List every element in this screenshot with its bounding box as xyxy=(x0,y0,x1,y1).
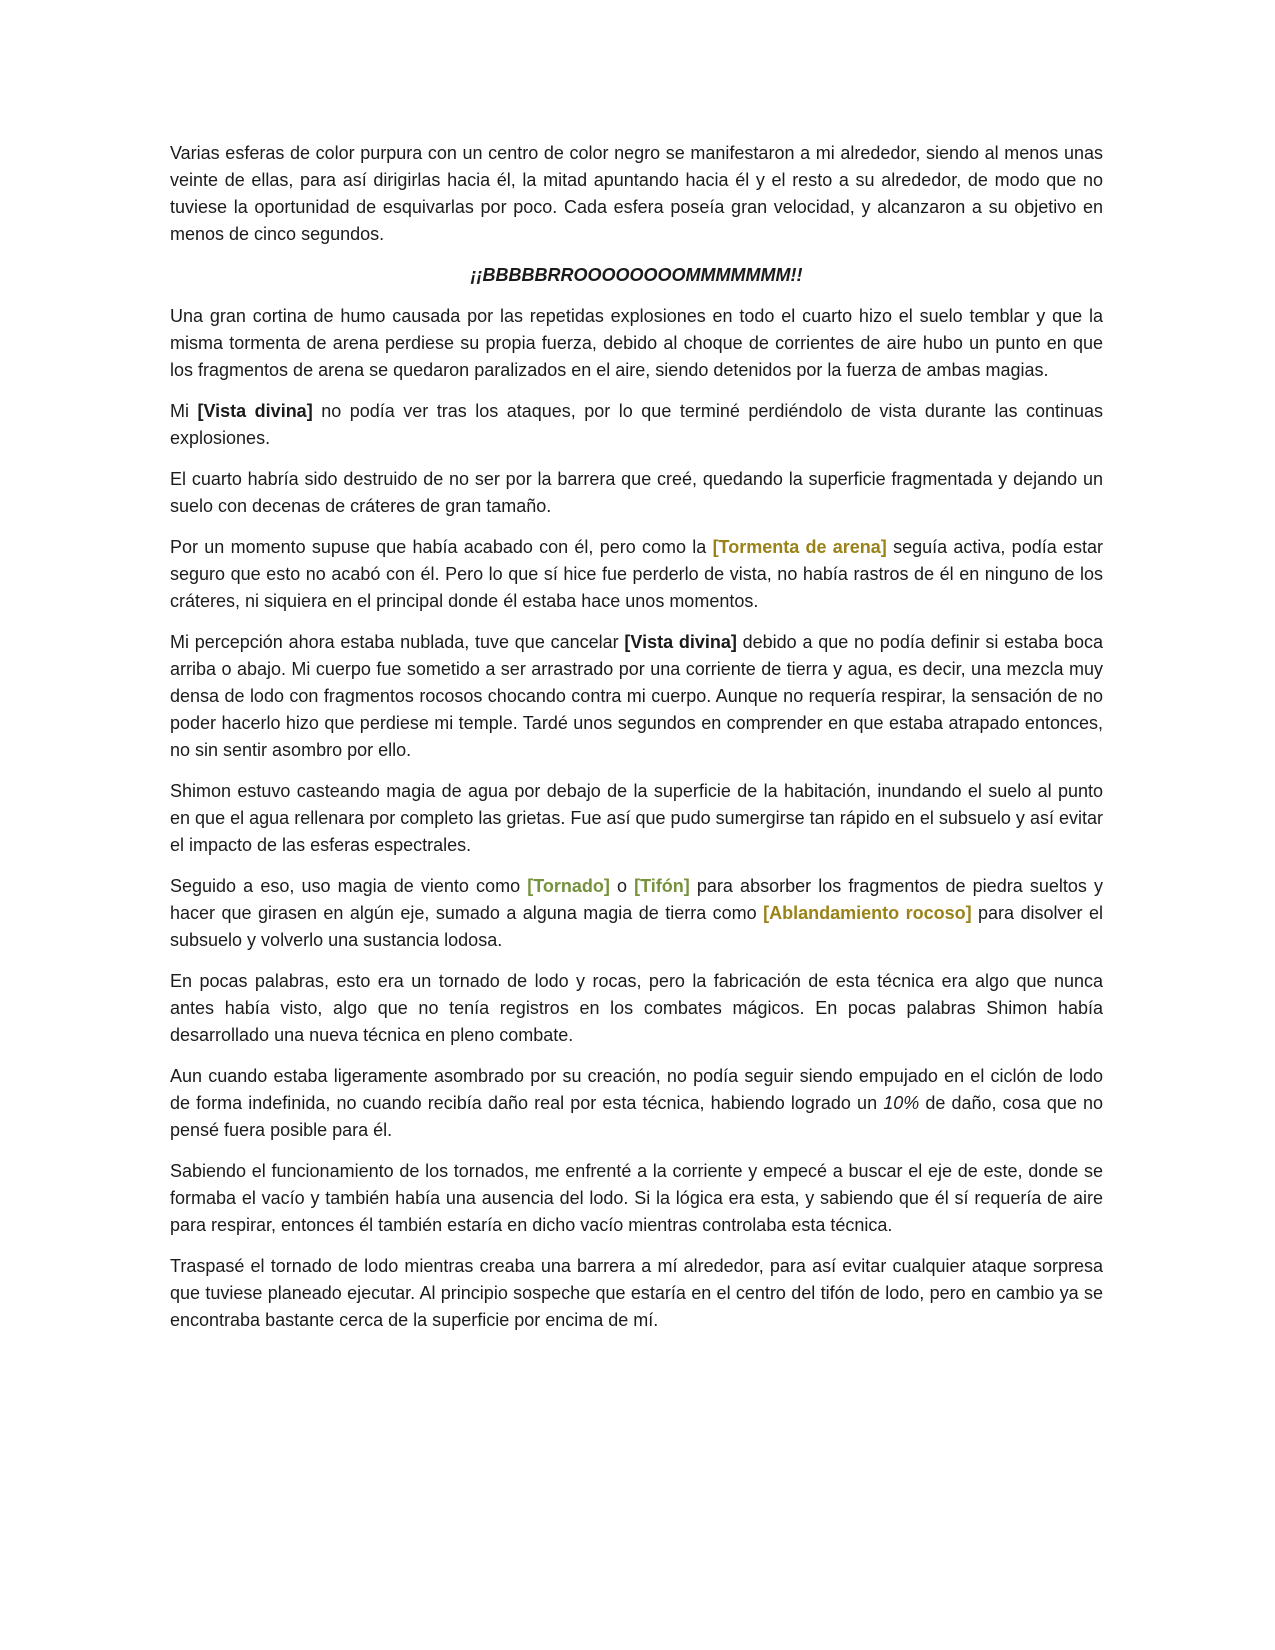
paragraph-7 xyxy=(170,629,1103,764)
text-run: El cuarto habría sido destruido de no ser por la barrera que creé, quedando la superficie fragmentada y dejando un suelo con decenas de cráteres de gran tamaño. xyxy=(170,469,1103,516)
text-run: Mi percepción ahora estaba nublada, tuve que cancelar xyxy=(170,632,625,652)
text-run: Mi xyxy=(170,401,198,421)
text-run: Por un momento supuse que había acabado con él, pero como la xyxy=(170,537,713,557)
text-run: Aun cuando estaba ligeramente asombrado por su creación, no podía seguir siendo empujado en el ciclón de lodo de forma indefinida, no cuando recibía daño real por esta técnica, habiendo logrado un xyxy=(170,1066,1103,1113)
text-run: Traspasé el tornado de lodo mientras creaba una barrera a mí alrededor, para así evitar cualquier ataque sorpresa que tuviese planeado ejecutar. Al principio sospeche que estaría en el centro del tifón de lodo, pero en cambio ya se encontraba bastante cerca de la superficie por encima de mí. xyxy=(170,1256,1103,1330)
paragraph-10 xyxy=(170,968,1103,1049)
text-run: Seguido a eso, uso magia de viento como xyxy=(170,876,528,896)
paragraph-4 xyxy=(170,398,1103,452)
text-run: debido a que no podía definir si estaba boca arriba o abajo. Mi cuerpo fue sometido a ser arrastrado por una corriente de tierra y agua, es decir, una mezcla muy densa de lodo con fragmentos rocosos chocando contra mi cuerpo. Aunque no requería respirar, la sensación de no poder hacerlo hizo que perdiese mi temple. Tardé unos segundos en comprender en que estaba atrapado entonces, no sin sentir asombro por ello. xyxy=(170,632,1104,760)
text-run: Shimon estuvo casteando magia de agua por debajo de la superficie de la habitación, inundando el suelo al punto en que el agua rellenara por completo las grietas. Fue así que pudo sumergirse tan rápido en el subsuelo y así evitar el impacto de las esferas espectrales. xyxy=(170,781,1103,855)
text-run: seguía activa, podía estar seguro que esto no acabó con él. Pero lo que sí hice fue perderlo de vista, no había rastros de él en ninguno de los cráteres, ni siquiera en el principal donde él estaba hace unos momentos. xyxy=(170,537,1104,611)
paragraph-12 xyxy=(170,1158,1103,1239)
text-run: Sabiendo el funcionamiento de los tornados, me enfrenté a la corriente y empecé a buscar el eje de este, donde se formaba el vacío y también había una ausencia del lodo. Si la lógica era esta, y sabiendo que él sí requería de aire para respirar, entonces él también estaría en dicho vacío mientras controlaba esta técnica. xyxy=(170,1161,1103,1235)
paragraph-5 xyxy=(170,466,1103,520)
text-run: o xyxy=(609,876,635,896)
spell-name-gold: [Tormenta de arena] xyxy=(712,537,887,557)
text-run: no podía ver tras los ataques, por lo que terminé perdiéndolo de vista durante las continuas explosiones. xyxy=(170,401,1104,448)
spell-name-green: [Tifón] xyxy=(634,876,690,896)
paragraph-6 xyxy=(170,534,1103,615)
paragraph-11 xyxy=(170,1063,1103,1144)
skill-name: [Vista divina] xyxy=(624,632,737,652)
paragraph-9 xyxy=(170,873,1103,954)
text-run: para disolver el subsuelo y volverlo una sustancia lodosa. xyxy=(170,903,1103,950)
text-run: de daño, cosa que no pensé fuera posible para él. xyxy=(170,1093,1103,1140)
text-run: En pocas palabras, esto era un tornado de lodo y rocas, pero la fabricación de esta técnica era algo que nunca antes había visto, algo que no tenía registros en los combates mágicos. En pocas palabras Shimon había desarrollado una nueva técnica en pleno combate. xyxy=(170,971,1103,1045)
spell-name-green: [Tornado] xyxy=(527,876,610,896)
text-run: para absorber los fragmentos de piedra sueltos y hacer que girasen en algún eje, sumado a alguna magia de tierra como xyxy=(170,876,1103,923)
text-run: ¡¡BBBBBRROOOOOOOOMMMMMMM!! xyxy=(470,265,803,285)
paragraph-13 xyxy=(170,1253,1103,1334)
text-body xyxy=(170,140,1103,1348)
text-run: Una gran cortina de humo causada por las repetidas explosiones en todo el cuarto hizo el suelo temblar y que la misma tormenta de arena perdiese su propia fuerza, debido al choque de corrientes de aire hubo un punto en que los fragmentos de arena se quedaron paralizados en el aire, siendo detenidos por la fuerza de ambas magias. xyxy=(170,306,1103,380)
text-run: Varias esferas de color purpura con un centro de color negro se manifestaron a mi alrededor, siendo al menos unas veinte de ellas, para así dirigirlas hacia él, la mitad apuntando hacia él y el resto a su alrededor, de modo que no tuviese la oportunidad de esquivarlas por poco. Cada esfera poseía gran velocidad, y alcanzaron a su objetivo en menos de cinco segundos. xyxy=(170,143,1103,244)
paragraph-8 xyxy=(170,778,1103,859)
spell-name-gold: [Ablandamiento rocoso] xyxy=(763,903,972,923)
skill-name: [Vista divina] xyxy=(197,401,313,421)
emphasis: 10% xyxy=(883,1093,920,1113)
paragraph-1 xyxy=(170,140,1103,248)
paragraph-3 xyxy=(170,303,1103,384)
sound-effect-heading xyxy=(170,262,1103,289)
